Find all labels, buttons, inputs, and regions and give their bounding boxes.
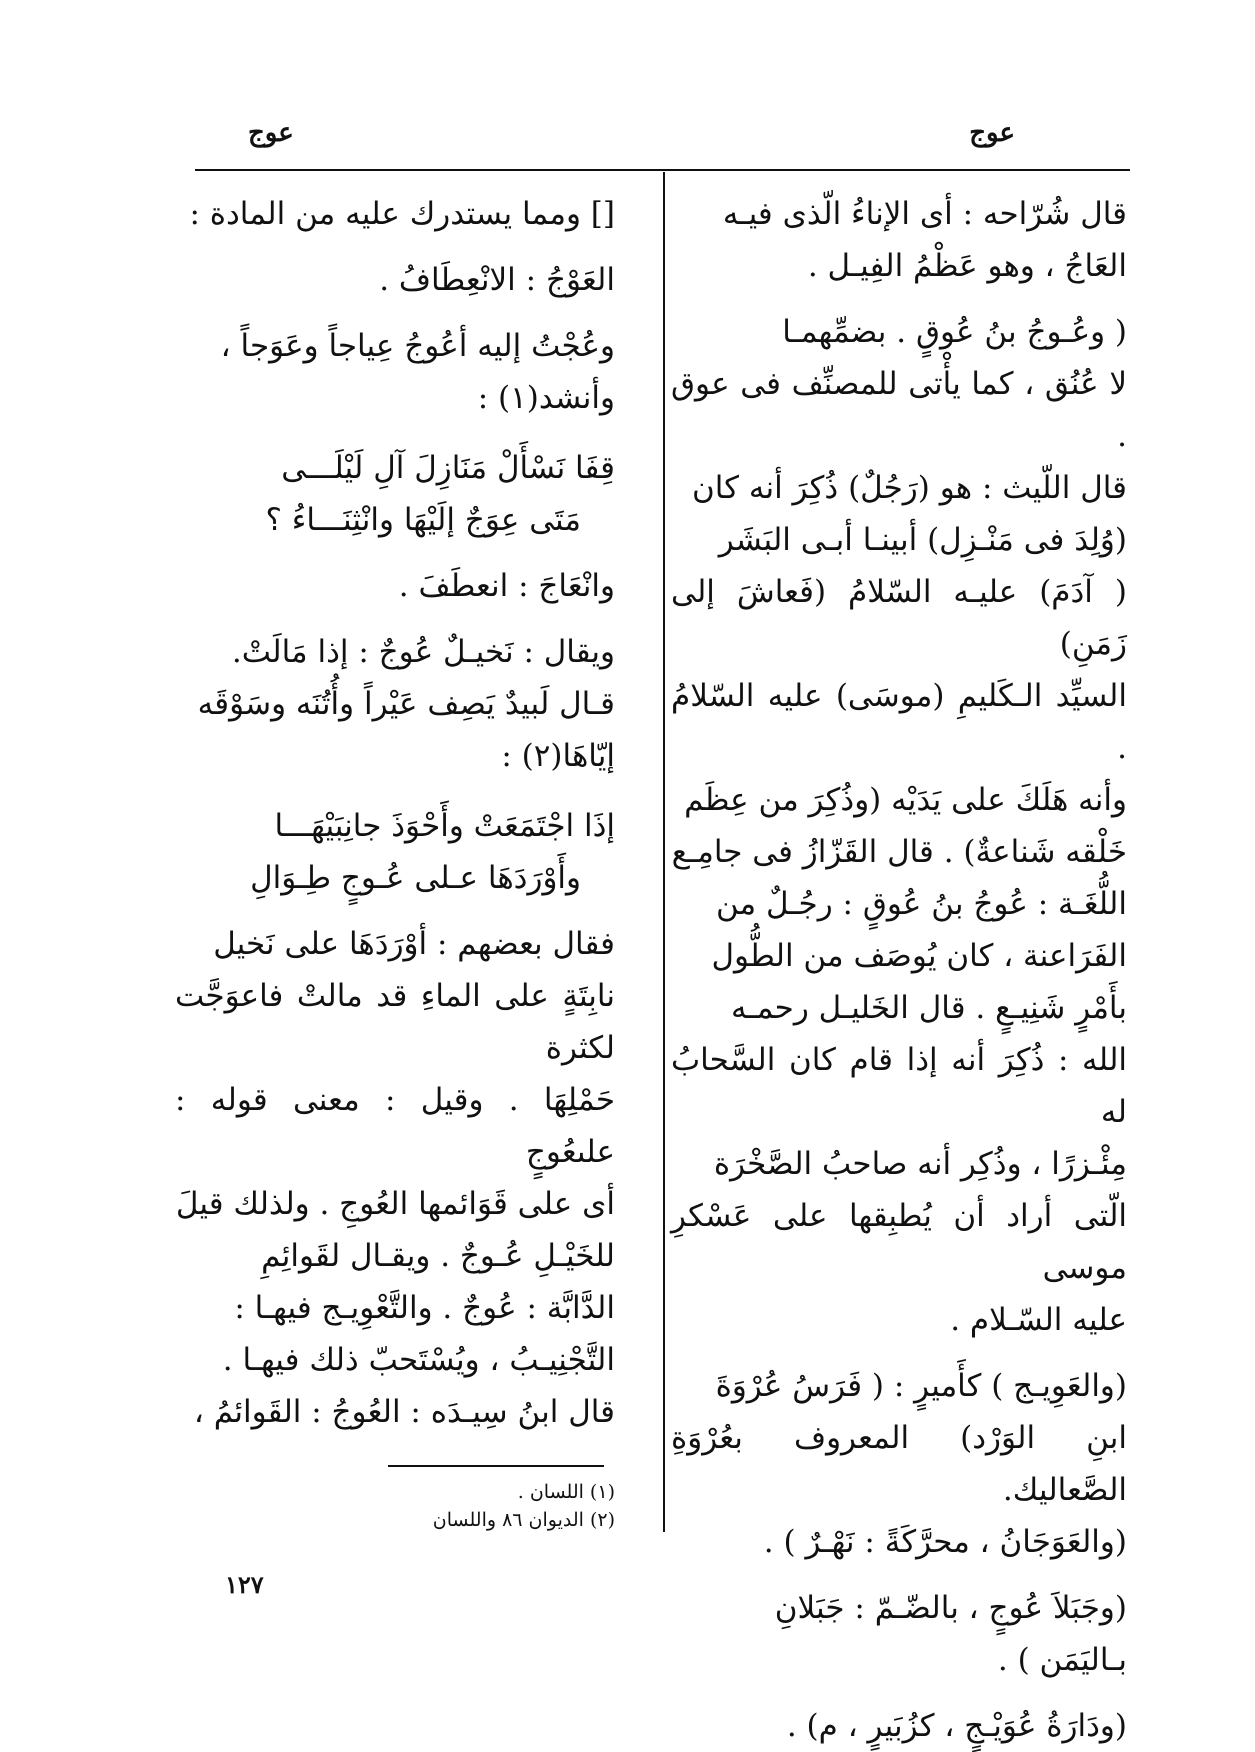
right-line: بـاليَمَن ) .	[997, 1642, 1127, 1678]
right-line: وأنه هَلَكَ على يَدَيْه (وذُكِرَ من عِظَم	[684, 782, 1127, 818]
left-line: التَّجْنِيـبُ ، ويُسْتَحبّ ذلك فيهـا .	[222, 1342, 615, 1378]
right-line: العَاجُ ، وهو عَظْمُ الفِيـل .	[807, 248, 1127, 284]
left-line: قال ابنُ سِيـدَه : العُوجُ : القَوائمُ ،	[193, 1394, 615, 1430]
header-left-word: عوج	[248, 118, 294, 148]
column-divider	[663, 172, 665, 1532]
left-line: العَوْجُ : الانْعِطَافُ .	[379, 262, 615, 298]
right-line: قال اللّيث : هو (رَجُلٌ) ذُكِرَ أنه كان	[692, 470, 1127, 506]
left-line: فقال بعضهم : أوْرَدَهَا على نَخيل	[213, 926, 615, 962]
footnotes	[315, 1478, 615, 1534]
right-line: مِئْـزرًا ، وذُكِر أنه صاحبُ الصَّخْرَة	[713, 1146, 1127, 1182]
header-rule	[195, 169, 1130, 171]
left-line: نابِتَةٍ على الماءِ قد مالتْ فاعوَجَّت لكثرة	[175, 978, 615, 1066]
verse-line: مَتَى عِوَجٌ إلَيْهَا وانْثِنَـــاءُ ؟	[265, 502, 581, 538]
right-line: (والعَوَجَانُ ، محرَّكَةً : نَهْـرٌ ) .	[763, 1524, 1127, 1560]
left-line: وانْعَاجَ : انعطَفَ .	[398, 568, 615, 604]
right-line: لا عُنُق ، كما يأْتى للمصنِّف فى عوق .	[671, 366, 1127, 454]
right-line: ابنِ الوَرْد) المعروف بعُرْوَةِ الصَّعاليك.	[671, 1420, 1127, 1508]
left-line: إيّاهَا(٢) :	[501, 738, 615, 774]
page-number: ١٢٧	[225, 1570, 264, 1599]
right-line: عليه السّـلام .	[950, 1302, 1127, 1338]
right-line: اللُّغَـة : عُوجُ بنُ عُوقٍ : رجُـلٌ من	[715, 886, 1127, 922]
footnote-2: (٢) الديوان ٨٦ واللسان	[432, 1509, 615, 1531]
left-line: حَمْلِهَا . وقيل : معنى قوله : علىعُوجٍ	[175, 1082, 615, 1170]
right-line: بأَمْرٍ شَنِيـعٍ . قال الخَليـل رحمـه	[731, 990, 1127, 1026]
left-line: ويقال : نَخيـلٌ عُوجٌ : إذا مَالَتْ.	[231, 634, 615, 670]
right-line: (ودَارَةُ عُوَيْـجٍ ، كزُبَيرٍ ، م) .	[786, 1708, 1127, 1744]
right-line: قال شُرّاحه : أى الإناءُ الّذى فيـه	[722, 196, 1127, 232]
footnote-rule	[388, 1465, 604, 1467]
right-line: ( وعُـوجُ بنُ عُوقٍ . بضمِّهمـا	[782, 314, 1127, 350]
left-line: وأنشد(١) :	[477, 380, 615, 416]
right-line: الفَرَاعنة ، كان يُوصَف من الطُّول	[711, 938, 1127, 974]
left-line: للخَيْـلِ عُـوجٌ . ويقـال لقَوائِمِ	[261, 1238, 615, 1274]
verse-line: قِفَا نَسْأَلْ مَنَازِلَ آلِ لَيْلَـــى	[281, 450, 615, 486]
left-line: قـال لَبيدٌ يَصِف عَيْراً وأُتُنَه وسَوْقَه	[197, 686, 615, 722]
left-column	[175, 188, 615, 1438]
right-line: (وجَبَلاَ عُوجٍ ، بالضّـمّ : جَبَلانِ	[774, 1590, 1127, 1626]
right-line: (والعَوِيـج ) كأَميرٍ : ( فَرَسُ عُرْوَةَ	[715, 1368, 1127, 1404]
right-line: خَلْقه شَناعةٌ) . قال القَزّازُ فى جامِـع	[671, 834, 1127, 870]
left-line: أى على قَوَائمها العُوجِ . ولذلك قيلَ	[175, 1186, 615, 1222]
right-line: الّتى أراد أن يُطبِقها على عَسْكرِ موسى	[671, 1198, 1127, 1286]
right-line: السيِّد الـكَليمِ (موسَى) عليه السّلامُ .	[671, 678, 1127, 766]
verse-line: وأَوْرَدَهَا عـلى عُـوجٍ طِـوَالِ	[250, 860, 581, 896]
right-line: (وُلِدَ فى مَنْـزِل) أبينـا أبـى البَشَر	[718, 522, 1127, 558]
left-line: وعُجْتُ إليه أعُوجُ عِياجاً وعَوَجاً ،	[220, 328, 615, 364]
footnote-1: (١) اللسان .	[517, 1481, 615, 1503]
right-line: الله : ذُكِرَ أنه إذا قام كان السَّحابُ له	[671, 1042, 1127, 1130]
header-right-word: عوج	[969, 118, 1015, 148]
right-column	[671, 188, 1127, 1752]
left-line: [] ومما يستدرك عليه من المادة :	[189, 196, 615, 232]
left-line: الدَّابَّة : عُوجٌ . والتَّعْوِيـج فيهـا :	[234, 1290, 615, 1326]
verse-line: إذَا اجْتَمَعَتْ وأَحْوَذَ جانِبَيْهَـــا	[274, 808, 615, 844]
right-line: ( آدَمَ) عليـه السّلامُ (فَعاشَ إلى زَمَنِ)	[671, 574, 1127, 662]
